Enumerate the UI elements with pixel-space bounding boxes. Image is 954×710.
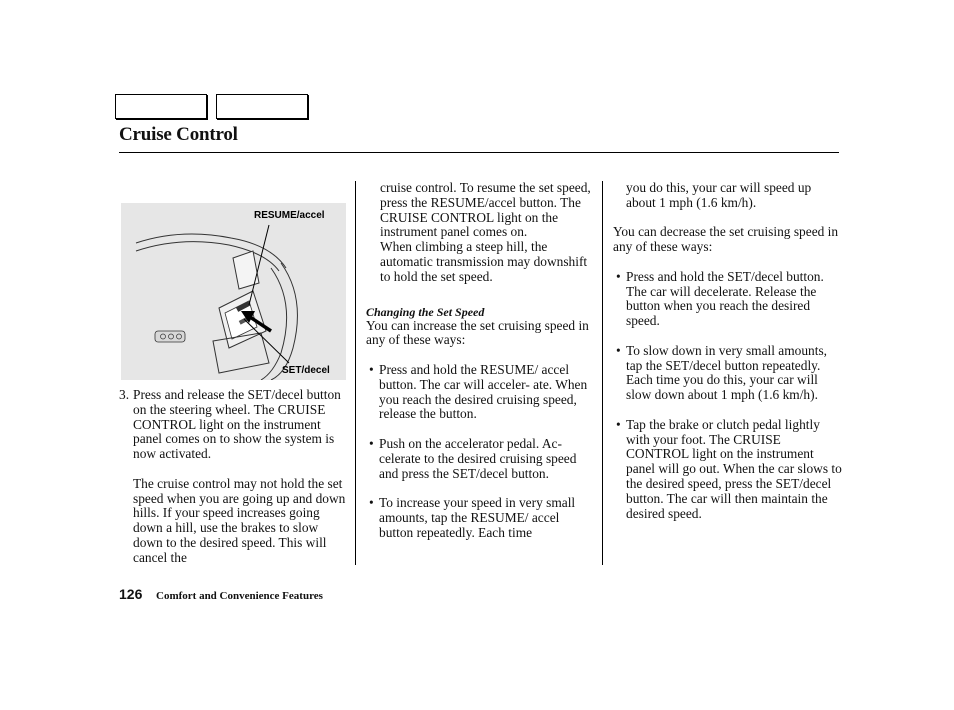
decrease-intro: You can decrease the set cruising speed in any of these ways: — [613, 224, 839, 255]
step-text: Press and release the SET/decel button on the steering wheel. The CRUISE CONTROL light on the instrument panel comes on to show the system is now activated. — [133, 387, 341, 462]
section-footer: Comfort and Convenience Features — [156, 590, 323, 602]
increase-bullet: • Push on the accelerator pedal. Ac- celerate to the desired cruising speed and press the SET/decel button. — [366, 437, 592, 481]
decrease-bullet: • To slow down in very small amounts, tap the SET/decel button repeatedly. Each time you do this, your car will slow down about 1 mph (1.6 km/h). — [613, 344, 843, 403]
increase-bullet: • To increase your speed in very small amounts, tap the RESUME/ accel button repeatedly. Each time — [366, 496, 592, 540]
steering-wheel-icon — [121, 203, 346, 380]
speed-up-paragraph: you do this, your car will speed up about 1 mph (1.6 km/h). — [626, 180, 812, 210]
nav-button-1[interactable] — [115, 94, 207, 119]
steering-wheel-illustration — [121, 203, 346, 380]
column-2 — [366, 181, 592, 541]
step-number: 3. — [119, 387, 130, 402]
set-decel-label: SET/decel — [282, 365, 330, 376]
section-subheading: Changing the Set Speed — [366, 304, 485, 319]
decrease-bullet: • Tap the brake or clutch pedal lightly with your foot. The CRUISE CONTROL light on the instrument panel will go out. When the car slows to the desired speed, press the SET/decel button. The car will then maintain the desired speed. — [613, 418, 843, 522]
step-item — [119, 388, 347, 462]
column-divider-2 — [602, 181, 603, 565]
column-divider-1 — [355, 181, 356, 565]
increase-bullet: • Press and hold the RESUME/ accel button. The car will acceler- ate. When you reach the desired cruising speed, release the button. — [366, 363, 592, 422]
decrease-bullet: • Press and hold the SET/decel button. The car will decelerate. Release the button when you reach the desired speed. — [613, 270, 843, 329]
resume-paragraph: cruise control. To resume the set speed, press the RESUME/accel button. The CRUISE CONTROL light on the instrument panel comes on. — [380, 180, 591, 240]
column-3 — [613, 181, 843, 521]
increase-intro: You can increase the set cruising speed in any of these ways: — [366, 317, 589, 348]
cruise-note: The cruise control may not hold the set speed when you are going up and down hills. If your speed increases going down a hill, use the brakes to slow down to the desired speed. This will cancel the — [133, 475, 346, 565]
page-title: Cruise Control — [119, 124, 238, 145]
resume-accel-label: RESUME/accel — [254, 210, 325, 221]
hill-paragraph: When climbing a steep hill, the automatic transmission may downshift to hold the set speed. — [380, 239, 588, 284]
nav-button-2[interactable] — [216, 94, 308, 119]
column-1 — [119, 388, 347, 566]
title-rule — [119, 152, 839, 153]
page-number: 126 — [119, 586, 143, 602]
